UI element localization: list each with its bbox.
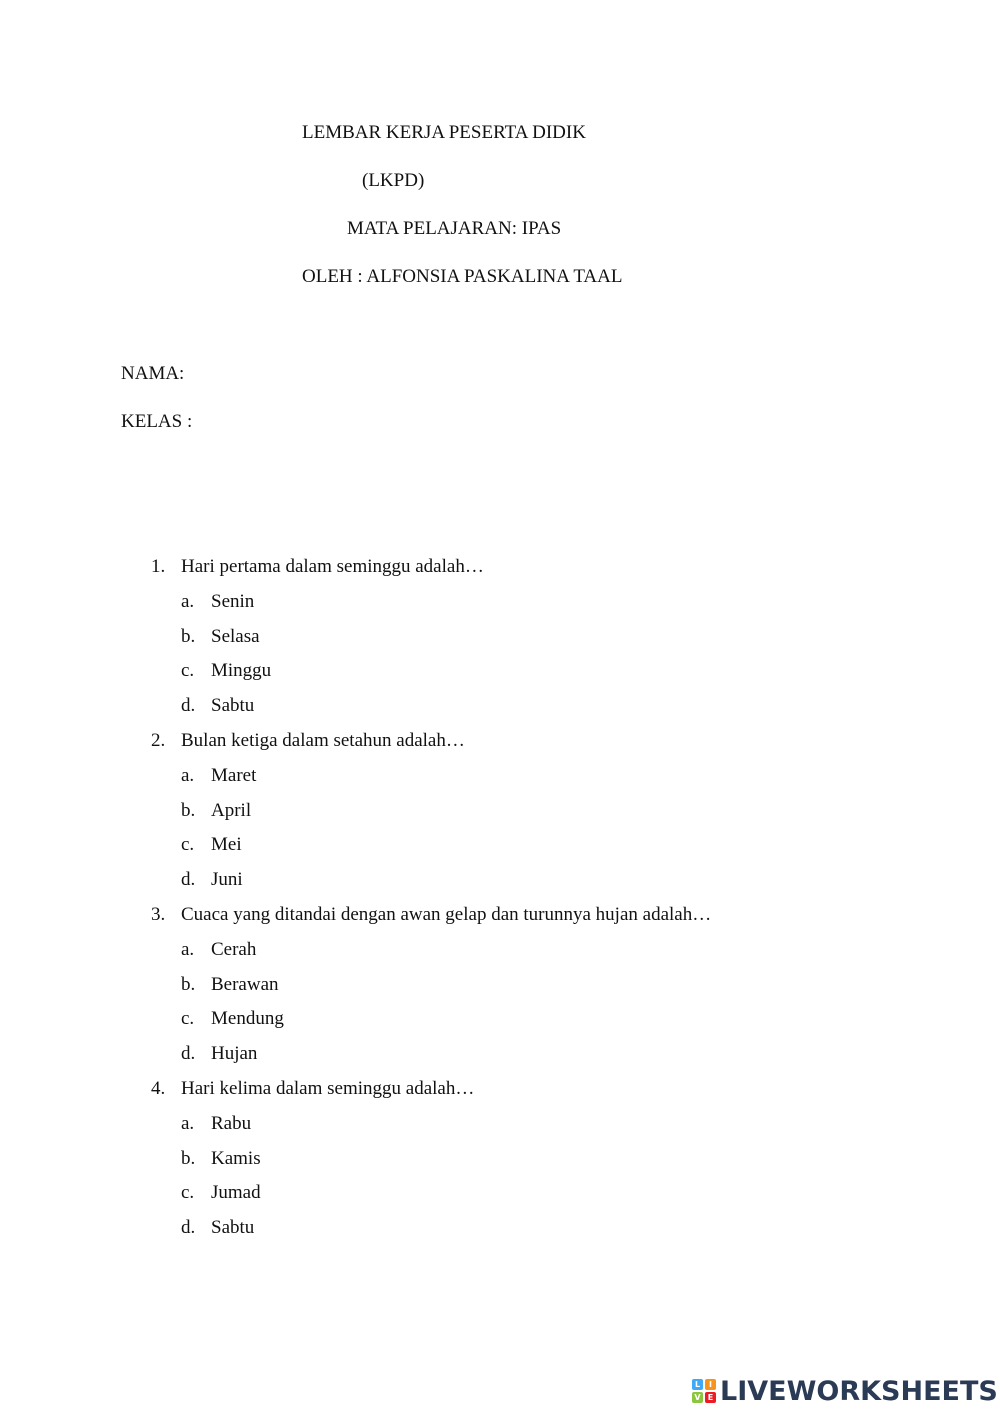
option-letter: b.	[181, 974, 196, 995]
option-text: April	[211, 800, 252, 821]
option-letter: b.	[181, 626, 196, 647]
question-number: 4.	[151, 1078, 166, 1099]
option-text: Hujan	[211, 1043, 258, 1064]
option-letter: c.	[181, 660, 195, 681]
logo-square: I	[705, 1379, 716, 1390]
option-letter: b.	[181, 800, 196, 821]
option-text: Maret	[211, 765, 257, 786]
option-text: Mei	[211, 834, 242, 855]
option-text: Sabtu	[211, 695, 255, 716]
option-letter: a.	[181, 1113, 195, 1134]
option-text: Rabu	[211, 1113, 252, 1134]
option-letter: a.	[181, 591, 195, 612]
option-letter: d.	[181, 1043, 196, 1064]
option-text: Kamis	[211, 1148, 261, 1169]
option-letter: c.	[181, 834, 195, 855]
question-text: Bulan ketiga dalam setahun adalah…	[181, 730, 465, 751]
title-line-2: (LKPD)	[362, 170, 425, 191]
logo-mark-icon	[692, 1379, 716, 1403]
name-label: NAMA:	[121, 363, 185, 384]
question-number: 2.	[151, 730, 166, 751]
question-text: Hari pertama dalam seminggu adalah…	[181, 556, 484, 577]
option-letter: b.	[181, 1148, 196, 1169]
option-text: Selasa	[211, 626, 260, 647]
logo-square: E	[705, 1392, 716, 1403]
question-text: Hari kelima dalam seminggu adalah…	[181, 1078, 475, 1099]
option-letter: a.	[181, 939, 195, 960]
option-letter: c.	[181, 1182, 195, 1203]
question-number: 3.	[151, 904, 166, 925]
option-letter: c.	[181, 1008, 195, 1029]
question-text: Cuaca yang ditandai dengan awan gelap dan turunnya hujan adalah…	[181, 904, 712, 925]
option-text: Cerah	[211, 939, 257, 960]
option-text: Sabtu	[211, 1217, 255, 1238]
option-text: Senin	[211, 591, 255, 612]
logo-square: L	[692, 1379, 703, 1390]
option-text: Minggu	[211, 660, 272, 681]
option-text: Berawan	[211, 974, 279, 995]
logo-text: LIVEWORKSHEETS	[720, 1375, 998, 1407]
class-label: KELAS :	[121, 411, 193, 432]
option-text: Juni	[211, 869, 243, 890]
option-letter: d.	[181, 695, 196, 716]
option-letter: d.	[181, 869, 196, 890]
logo-square: V	[692, 1392, 703, 1403]
option-text: Jumad	[211, 1182, 261, 1203]
option-text: Mendung	[211, 1008, 284, 1029]
option-letter: d.	[181, 1217, 196, 1238]
liveworksheets-logo	[692, 1374, 998, 1408]
author-line: OLEH : ALFONSIA PASKALINA TAAL	[302, 266, 623, 287]
option-letter: a.	[181, 765, 195, 786]
subject-line: MATA PELAJARAN: IPAS	[347, 218, 562, 239]
question-number: 1.	[151, 556, 166, 577]
title-line-1: LEMBAR KERJA PESERTA DIDIK	[302, 122, 586, 143]
